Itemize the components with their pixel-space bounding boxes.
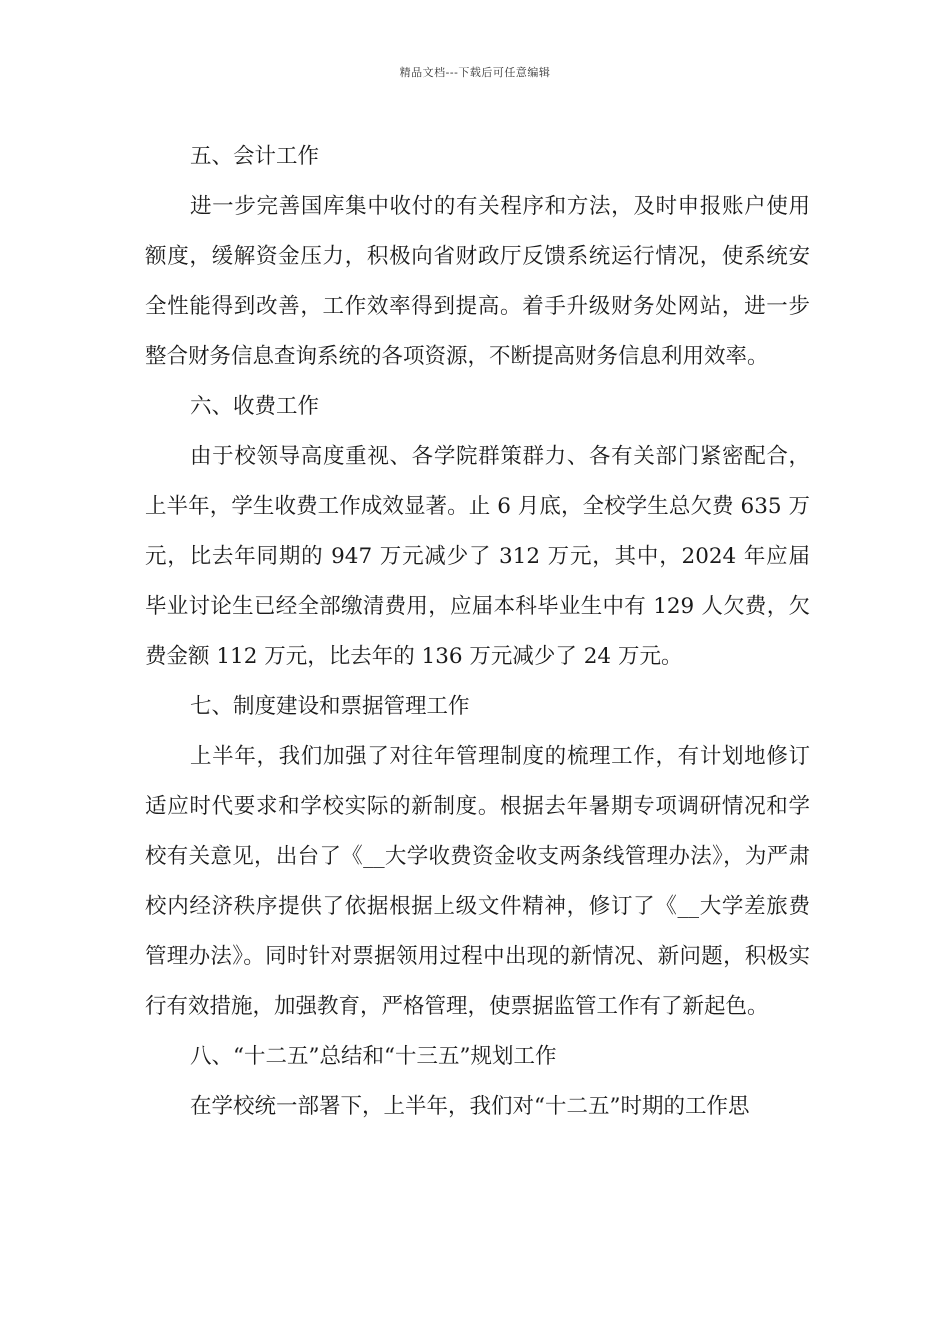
- page-header: 精品文档---下载后可任意编辑: [399, 66, 551, 79]
- section-heading-accounting: 五、会计工作: [190, 144, 320, 169]
- paragraph-planning: 在学校统一部署下，上半年，我们对“十二五”时期的工作思: [190, 1094, 750, 1119]
- paragraph-fees: 由于校领导高度重视、各学院群策群力、各有关部门紧密配合，上半年，学生收费工作成效显著。止 6 月底，全校学生总欠费 635 万元，比去年同期的 947 万元减少了 312 万元，其中，2024 年应届毕业讨论生已经全部缴清费用，应届本科毕业生中有 129 人欠费，欠费金额 112 万元，比去年的 136 万元减少了 24 万元。: [145, 444, 810, 669]
- paragraph-system-and-bills: 上半年，我们加强了对往年管理制度的梳理工作，有计划地修订适应时代要求和学校实际的新制度。根据去年暑期专项调研情况和学校有关意见，出台了《__大学收费资金收支两条线管理办法》，为严肃校内经济秩序提供了依据根据上级文件精神，修订了《__大学差旅费管理办法》。同时针对票据领用过程中出现的新情况、新问题，积极实行有效措施，加强教育，严格管理，使票据监管工作有了新起色。: [145, 744, 810, 1019]
- section-heading-fees: 六、收费工作: [190, 394, 320, 419]
- paragraph-accounting: 进一步完善国库集中收付的有关程序和方法，及时申报账户使用额度，缓解资金压力，积极向省财政厅反馈系统运行情况，使系统安全性能得到改善，工作效率得到提高。着手升级财务处网站，进一步整合财务信息查询系统的各项资源，不断提高财务信息利用效率。: [145, 194, 810, 369]
- section-heading-planning: 八、“十二五”总结和“十三五”规划工作: [190, 1044, 557, 1069]
- section-heading-system-and-bills: 七、制度建设和票据管理工作: [190, 694, 470, 719]
- document-body: [145, 132, 810, 1132]
